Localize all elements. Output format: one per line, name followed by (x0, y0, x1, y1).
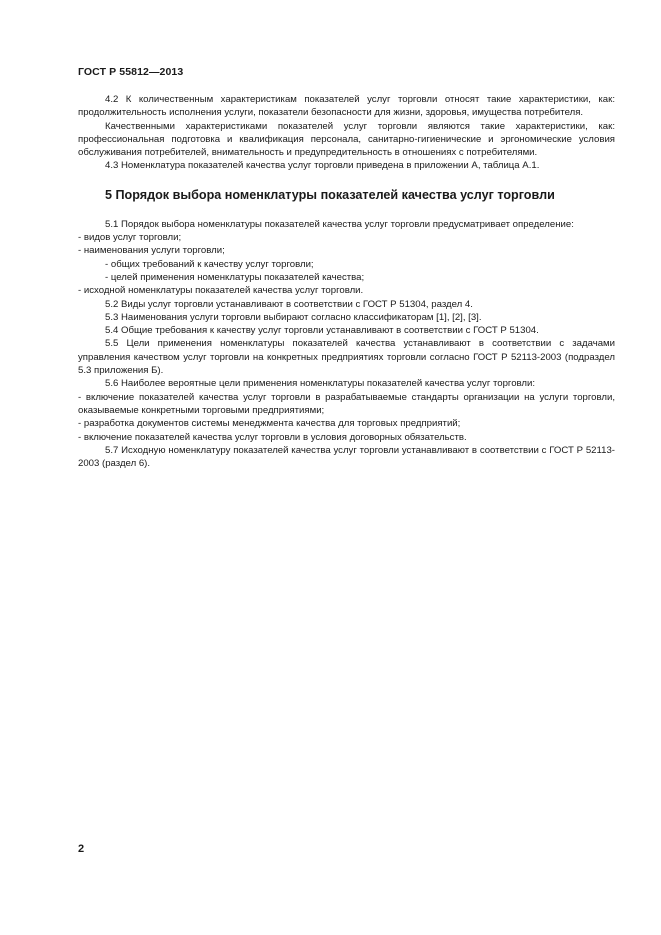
list-item: - включение показателей качества услуг торговли в разрабатываемые стандарты организации на услуги торговли, оказываемые конкретными торговыми предприятиями; (78, 391, 615, 416)
list-item: - исходной номенклатуры показателей качества услуг торговли. (78, 285, 364, 297)
paragraph-4-3: 4.3 Номенклатура показателей качества услуг торговли приведена в приложении А, таблица А.1. (105, 160, 540, 172)
paragraph-4-2: 4.2 К количественным характеристикам показателей услуг торговли относят такие характеристики, как: продолжительность исполнения услуги, показатели безопасности для жизни, здоровья, имущества потребителя. (78, 94, 615, 119)
paragraph-5-5: 5.5 Цели применения номенклатуры показателей качества устанавливают в соответствии с задачами управления качеством услуг торговли на конкретных предприятиях торговли согласно ГОСТ Р 52113-2003 (подраздел 5.3 приложения Б). (78, 338, 615, 377)
document-header: ГОСТ Р 55812—2013 (78, 66, 184, 78)
document-body (78, 93, 615, 470)
paragraph-qualitative: Качественными характеристиками показателей услуг торговли являются такие характеристики, как: профессиональная подготовка и квалификация персонала, санитарно-гигиенические и эргономические условия обслуживания потребителей, внимательность и предупредительность в отношениях с потребителями. (78, 120, 615, 159)
list-item: - целей применения номенклатуры показателей качества; (105, 271, 365, 283)
section-5-heading: 5 Порядок выбора номенклатуры показателей качества услуг торговли (105, 187, 555, 202)
list-item: - разработка документов системы менеджмента качества для торговых предприятий; (78, 418, 461, 430)
paragraph-5-2: 5.2 Виды услуг торговли устанавливают в соответствии с ГОСТ Р 51304, раздел 4. (105, 298, 473, 310)
paragraph-5-1: 5.1 Порядок выбора номенклатуры показателей качества услуг торговли предусматривает определение: (105, 218, 574, 230)
paragraph-5-3: 5.3 Наименования услуги торговли выбирают согласно классификаторам [1], [2], [3]. (105, 311, 482, 323)
paragraph-5-6: 5.6 Наиболее вероятные цели применения номенклатуры показателей качества услуг торговли: (105, 378, 536, 390)
paragraph-5-4: 5.4 Общие требования к качеству услуг торговли устанавливают в соответствии с ГОСТ Р 51304. (105, 325, 539, 337)
list-item: - общих требований к качеству услуг торговли; (105, 258, 314, 270)
list-item: - наименования услуги торговли; (78, 245, 225, 257)
list-item: - включение показателей качества услуг торговли в условия договорных обязательств. (78, 431, 467, 443)
list-item: - видов услуг торговли; (78, 232, 182, 244)
page-number: 2 (78, 843, 85, 855)
paragraph-5-7: 5.7 Исходную номенклатуру показателей качества услуг торговли устанавливают в соответствии с ГОСТ Р 52113-2003 (раздел 6). (78, 444, 615, 470)
